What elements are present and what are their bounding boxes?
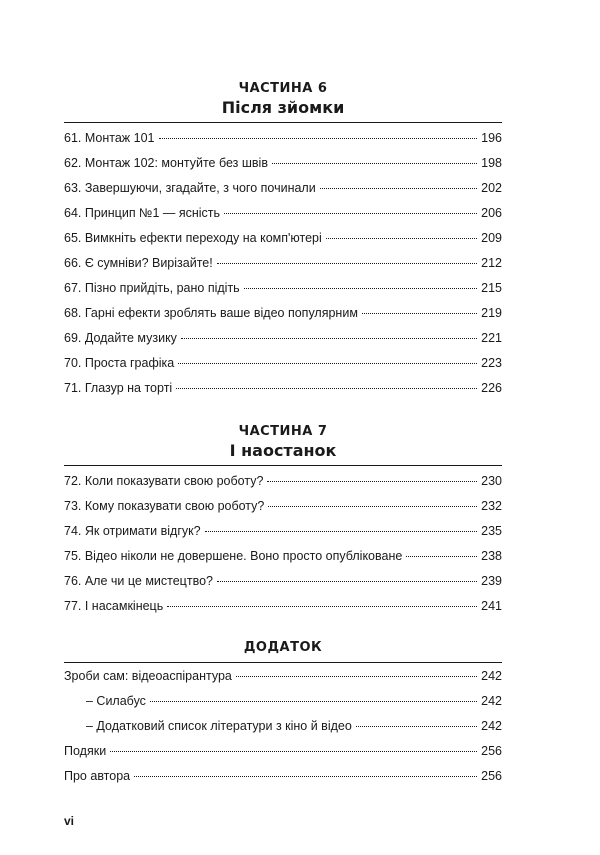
- toc-entry[interactable]: [64, 494, 502, 519]
- toc-entry[interactable]: [64, 301, 502, 326]
- dot-leader: [320, 188, 477, 189]
- entry-title: 72. Коли показувати свою роботу?: [64, 474, 264, 488]
- toc-entry[interactable]: [64, 569, 502, 594]
- page-number: 196: [481, 131, 502, 145]
- entry-title: 64. Принцип №1 — ясність: [64, 206, 221, 220]
- page-number: 242: [481, 669, 502, 683]
- page-number: 242: [481, 694, 502, 708]
- toc-list: [64, 126, 502, 401]
- page-number: 230: [481, 474, 502, 488]
- part-title: І наостанок: [64, 440, 502, 466]
- toc-entry[interactable]: [64, 664, 502, 689]
- entry-title: 68. Гарні ефекти зроблять ваше відео популярним: [64, 306, 358, 320]
- page-number: 221: [481, 331, 502, 345]
- dot-leader: [134, 776, 477, 777]
- toc-entry[interactable]: [64, 251, 502, 276]
- toc-list: [64, 664, 502, 789]
- page-number: 232: [481, 499, 502, 513]
- page-number: 242: [481, 719, 502, 733]
- dot-leader: [178, 363, 477, 364]
- entry-title: 69. Додайте музику: [64, 331, 177, 345]
- entry-title: 63. Завершуючи, згадайте, з чого починали: [64, 181, 316, 195]
- dot-leader: [159, 138, 478, 139]
- page-number: 206: [481, 206, 502, 220]
- appendix-section: [64, 638, 502, 789]
- part-title: Після зйомки: [64, 97, 502, 123]
- part-6-section: [64, 80, 502, 401]
- entry-title: 62. Монтаж 102: монтуйте без швів: [64, 156, 268, 170]
- entry-title: – Силабус: [86, 694, 146, 708]
- dot-leader: [167, 606, 477, 607]
- page-number: 223: [481, 356, 502, 370]
- toc-subentry[interactable]: [64, 689, 502, 714]
- page-number: 209: [481, 231, 502, 245]
- dot-leader: [217, 263, 477, 264]
- toc-entry[interactable]: [64, 544, 502, 569]
- entry-title: 75. Відео ніколи не довершене. Воно просто опубліковане: [64, 549, 403, 563]
- page-number: 219: [481, 306, 502, 320]
- dot-leader: [362, 313, 477, 314]
- toc-entry[interactable]: [64, 469, 502, 494]
- page-number: 235: [481, 524, 502, 538]
- dot-leader: [110, 751, 477, 752]
- toc-entry[interactable]: [64, 519, 502, 544]
- toc-entry[interactable]: [64, 226, 502, 251]
- page-number: 212: [481, 256, 502, 270]
- toc-entry[interactable]: [64, 351, 502, 376]
- dot-leader: [150, 701, 477, 702]
- entry-title: 71. Глазур на торті: [64, 381, 173, 395]
- entry-title: 73. Кому показувати свою роботу?: [64, 499, 265, 513]
- dot-leader: [244, 288, 477, 289]
- entry-title: 76. Але чи це мистецтво?: [64, 574, 213, 588]
- toc-list: [64, 469, 502, 619]
- dot-leader: [224, 213, 477, 214]
- dot-leader: [267, 481, 477, 482]
- dot-leader: [205, 531, 478, 532]
- entry-title: 65. Вимкніть ефекти переходу на комп'ютері: [64, 231, 322, 245]
- appendix-title: ДОДАТОК: [64, 638, 502, 663]
- dot-leader: [236, 676, 477, 677]
- dot-leader: [176, 388, 477, 389]
- toc-entry[interactable]: [64, 326, 502, 351]
- page-number: 198: [481, 156, 502, 170]
- page-number: 256: [481, 769, 502, 783]
- entry-title: 67. Пізно прийдіть, рано підіть: [64, 281, 240, 295]
- dot-leader: [326, 238, 477, 239]
- toc-entry[interactable]: [64, 739, 502, 764]
- dot-leader: [268, 506, 477, 507]
- entry-title: Подяки: [64, 744, 107, 758]
- page-number: 238: [481, 549, 502, 563]
- page-number: 241: [481, 599, 502, 613]
- page-number: 239: [481, 574, 502, 588]
- entry-title: 70. Проста графіка: [64, 356, 175, 370]
- dot-leader: [217, 581, 477, 582]
- toc-entry[interactable]: [64, 151, 502, 176]
- page-number: 256: [481, 744, 502, 758]
- page-folio: vi: [64, 814, 75, 828]
- page-number: 226: [481, 381, 502, 395]
- page-number: 202: [481, 181, 502, 195]
- entry-title: Про автора: [64, 769, 131, 783]
- entry-title: 66. Є сумніви? Вирізайте!: [64, 256, 213, 270]
- part-label: ЧАСТИНА 6: [238, 81, 328, 96]
- dot-leader: [356, 726, 477, 727]
- page-number: 215: [481, 281, 502, 295]
- toc-entry[interactable]: [64, 276, 502, 301]
- toc-entry[interactable]: [64, 176, 502, 201]
- part-label: ЧАСТИНА 7: [238, 424, 328, 439]
- toc-entry[interactable]: [64, 376, 502, 401]
- dot-leader: [181, 338, 477, 339]
- dot-leader: [272, 163, 477, 164]
- entry-title: 77. І насамкінець: [64, 599, 164, 613]
- toc-entry[interactable]: [64, 594, 502, 619]
- dot-leader: [406, 556, 477, 557]
- entry-title: 61. Монтаж 101: [64, 131, 155, 145]
- entry-title: – Додатковий список літератури з кіно й відео: [86, 719, 352, 733]
- toc-entry[interactable]: [64, 764, 502, 789]
- toc-entry[interactable]: [64, 201, 502, 226]
- entry-title: Зроби сам: відеоаспірантура: [64, 669, 232, 683]
- toc-subentry[interactable]: [64, 714, 502, 739]
- toc-entry[interactable]: [64, 126, 502, 151]
- part-7-section: [64, 423, 502, 619]
- entry-title: 74. Як отримати відгук?: [64, 524, 201, 538]
